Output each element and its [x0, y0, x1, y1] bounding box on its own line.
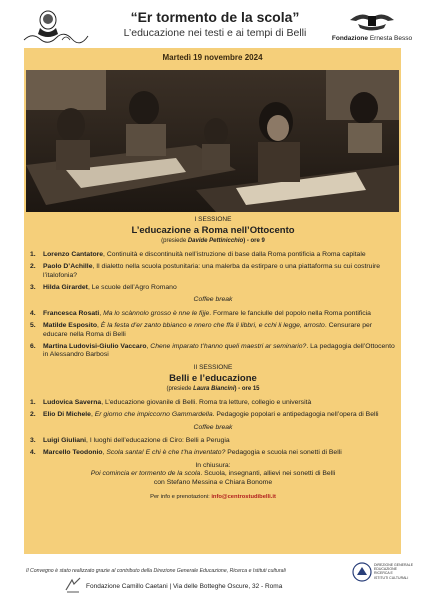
talk-title-italic: Scola santa! E chi è che t’ha inventato?	[106, 449, 226, 457]
caetani-logo	[64, 576, 82, 594]
talk-number: 1.	[30, 398, 36, 406]
chair-prefix: (presiede	[166, 386, 194, 393]
classroom-photo	[26, 70, 399, 212]
talk-speaker: Luigi Giuliani	[43, 436, 87, 444]
talk-speaker: Hilda Girardet	[43, 284, 88, 292]
talk-title-rest: . Pedagogie popolari e antipedagogia nell’opera di Belli	[212, 411, 379, 419]
talk-item	[30, 322, 396, 339]
page-subtitle: L’educazione nei testi e ai tempi di Belli	[123, 27, 307, 39]
talk-title: ,	[99, 309, 104, 317]
talk-item	[30, 263, 396, 280]
talk-title-rest: . La pedagogia dell’Ottocento in Alessandro Barbosi	[43, 343, 395, 359]
info-prefix: Per info e prenotazioni:	[150, 493, 212, 500]
talk-speaker: Ludovica Saverna	[43, 398, 102, 406]
talk-title-rest: . Formare le fanciulle del popolo nella Roma pontificia	[209, 309, 371, 317]
session2-talks-b	[30, 437, 396, 458]
talk-number: 3.	[30, 284, 36, 292]
foundation-prefix: Fondazione	[331, 35, 368, 42]
talk-item	[30, 284, 396, 292]
closing-rest: . Scuola, insegnanti, allievi nei sonetti di Belli	[200, 470, 336, 478]
talk-title: ,	[146, 343, 151, 351]
talk-item	[30, 251, 396, 259]
talk-title-rest: . Censurare per educare nella Roma di Belli	[43, 322, 373, 338]
talk-text	[43, 263, 396, 280]
talk-title: , Le scuole dell’Agro Romano	[87, 284, 177, 292]
talk-number: 3.	[30, 436, 36, 444]
talk-title-italic: Er giorno che impiccorno Gammardella	[94, 411, 213, 419]
talk-title-italic: Chene imparato t’hanno queli maestri ar seminario?	[150, 343, 307, 351]
ministry-line: RICERCA E	[374, 571, 393, 576]
talk-title: , Continuità e discontinuità nell’istruzione di base dalla Roma pontificia a Roma capitale	[103, 250, 366, 258]
chair-prefix: (presiede	[161, 238, 188, 245]
talk-item	[30, 343, 396, 360]
talk-title: ,	[102, 449, 107, 457]
chair-name: Laura Biancini	[193, 386, 235, 393]
talk-number: 6.	[30, 343, 36, 351]
talk-speaker: Lorenzo Cantatore	[43, 250, 104, 258]
talk-number: 2.	[30, 263, 36, 271]
page-title: “Er tormento de la scola”	[130, 9, 300, 25]
talk-text	[43, 449, 396, 457]
talk-title: ,	[97, 322, 101, 330]
talk-title-italic: Ma lo scànnolo grosso è nne le fijje	[103, 309, 210, 317]
talk-text	[43, 251, 396, 259]
talk-number: 1.	[30, 250, 36, 258]
talk-text	[43, 322, 396, 339]
info-email-link[interactable]: info@centrostudibelli.it	[211, 493, 276, 500]
closing-performers: con Stefano Messina e Chiara Bonome	[153, 478, 273, 486]
talk-item	[30, 399, 396, 407]
closing-label: In chiusura:	[195, 461, 231, 469]
talk-title: , Il dialetto nella scuola postunitaria: una malerba da estirpare o una piattaforma su cui costruire l’italofonia?	[43, 263, 381, 279]
chair-suffix: ) - ore 15	[234, 386, 260, 393]
session2-talks-a	[30, 399, 396, 420]
foundation-name	[322, 35, 422, 42]
talk-text	[43, 437, 396, 445]
event-date: Martedì 19 novembre 2024	[162, 53, 263, 62]
session1-chair	[30, 237, 396, 245]
talk-item	[30, 310, 396, 318]
talk-text	[43, 399, 396, 407]
talk-text	[43, 284, 396, 292]
talk-title-italic: È la festa d’er zanto bbianco e nnero che ffa li libbri, e cchi li legge, arrosto	[100, 322, 325, 330]
session1-title: L’educazione a Roma nell’Ottocento	[131, 225, 295, 237]
session2-title: Belli e l’educazione	[169, 373, 257, 385]
funding-note: Il Convegno è stato realizzato grazie al contributo della Direzione Generale Educazione, Ricerca e Istituti culturali	[26, 568, 286, 574]
ministry-line: DIREZIONE GENERALE	[374, 563, 414, 567]
session2-label: II SESSIONE	[193, 363, 233, 371]
ministry-line: EDUCAZIONE	[374, 567, 397, 572]
coffee-break-1: Coffee break	[193, 296, 233, 304]
talk-speaker: Matilde Esposito	[43, 322, 98, 330]
session1-talks-b	[30, 310, 396, 360]
closing-italic: Poi comincia er tormento de la scola	[90, 470, 201, 478]
talk-speaker: Elio Di Michele	[43, 411, 91, 419]
talk-number: 5.	[30, 322, 36, 330]
talk-title: , I luoghi dell’educazione di Ciro: Belli a Perugia	[86, 436, 230, 444]
talk-item	[30, 411, 396, 419]
classroom-photo-image	[26, 70, 399, 212]
foundation-name-text: Ernesta Besso	[369, 35, 413, 42]
talk-title: ,	[90, 411, 95, 419]
session1-talks-a	[30, 251, 396, 293]
chair-name: Davide Pettinicchio	[187, 238, 244, 245]
header	[0, 0, 425, 48]
session1-label: I SESSIONE	[194, 216, 232, 223]
talk-title-rest: Pedagogia e scuola nei sonetti di Belli	[225, 449, 342, 457]
session2-chair	[30, 385, 396, 393]
ministry-line: ISTITUTI CULTURALI	[374, 575, 409, 580]
address-line: Fondazione Camillo Caetani | Via delle Botteghe Oscure, 32 - Roma	[86, 583, 283, 590]
talk-speaker: Paolo D’Achille	[43, 263, 93, 271]
talk-speaker: Martina Ludovisi-Giulio Vaccaro	[43, 343, 147, 351]
talk-item	[30, 449, 396, 457]
program-content	[30, 214, 396, 501]
talk-text	[43, 411, 396, 419]
talk-title: , L’educazione giovanile di Belli. Roma tra letture, collegio e università	[101, 398, 312, 406]
info-line	[30, 493, 396, 501]
ministry-logo	[352, 562, 372, 582]
belli-signature-logo	[22, 6, 92, 46]
talk-number: 4.	[30, 449, 36, 457]
talk-speaker: Marcello Teodonio	[43, 449, 103, 457]
closing-line	[30, 470, 396, 478]
talk-text	[43, 310, 396, 318]
talk-text	[43, 343, 396, 360]
chair-suffix: ) - ore 9	[243, 238, 265, 245]
coffee-break-2: Coffee break	[193, 423, 233, 431]
ministry-text	[374, 563, 422, 580]
talk-item	[30, 437, 396, 445]
talk-number: 2.	[30, 411, 36, 419]
talk-speaker: Francesca Rosati	[43, 309, 100, 317]
talk-number: 4.	[30, 309, 36, 317]
